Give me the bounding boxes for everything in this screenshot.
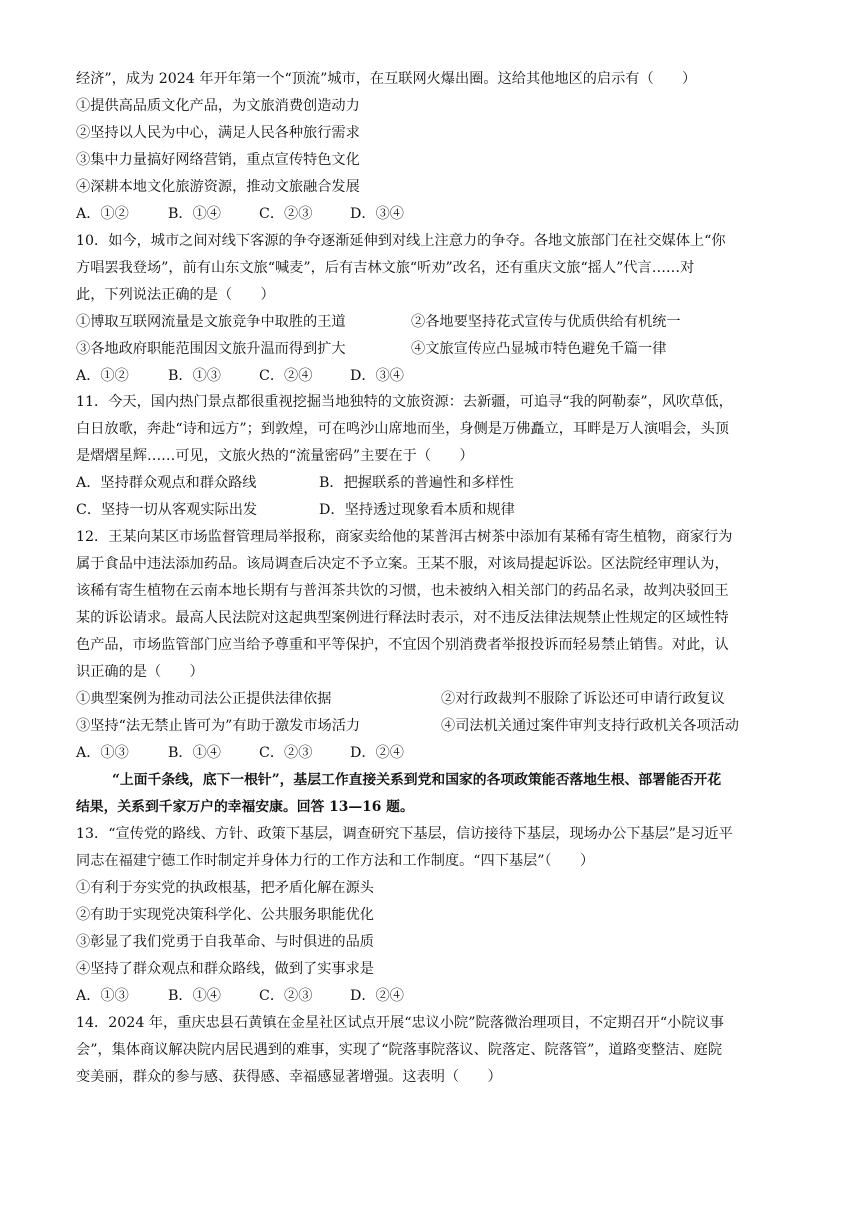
q13-statement-2: ②有助于实现党决策科学化、公共服务职能优化 bbox=[76, 907, 374, 923]
q11-option-c[interactable]: C．坚持一切从客观实际出发 bbox=[76, 502, 258, 518]
q10-statement-4: ④文旅宣传应凸显城市特色避免千篇一律 bbox=[411, 341, 667, 357]
q11-stem: 是熠熠星辉……可见，文旅火热的“流量密码”主要在于（ ） bbox=[76, 448, 474, 464]
q13-stem: 13．“宣传党的路线、方针、政策下基层，调查研究下基层，信访接待下基层，现场办公下基层”是习近平 bbox=[76, 826, 733, 842]
q12-statement-1: ①典型案例为推动司法公正提供法律依据 bbox=[76, 691, 332, 707]
material-intro: 结果，关系到千家万户的幸福安康。回答 13—16 题。 bbox=[76, 799, 414, 815]
q12-answer-d[interactable]: D．②④ bbox=[350, 745, 404, 761]
q10-answer-d[interactable]: D．③④ bbox=[350, 368, 404, 384]
q12-answer-a[interactable]: A．①③ bbox=[76, 745, 129, 761]
q11-option-d[interactable]: D．坚持透过现象看本质和规律 bbox=[319, 502, 515, 518]
q13-answer-c[interactable]: C．②③ bbox=[259, 988, 313, 1004]
q10-statement-2: ②各地要坚持花式宣传与优质供给有机统一 bbox=[411, 314, 681, 330]
material-intro: “上面千条线，底下一根针”，基层工作直接关系到党和国家的各项政策能否落地生根、部署能否开花 bbox=[112, 772, 722, 788]
q13-statement-1: ①有利于夯实党的执政根基，把矛盾化解在源头 bbox=[76, 880, 374, 896]
q10-stem: 方唱罢我登场”，前有山东文旅“喊麦”，后有吉林文旅“听劝”改名，还有重庆文旅“摇人”代言……对 bbox=[76, 260, 695, 276]
q10-stem: 此，下列说法正确的是（ ） bbox=[76, 287, 275, 303]
q12-statement-3: ③坚持“法无禁止皆可为”有助于激发市场活力 bbox=[76, 718, 361, 734]
q12-statement-4: ④司法机关通过案件审判支持行政机关各项活动 bbox=[441, 718, 739, 734]
q13-statement-3: ③彰显了我们党勇于自我革命、与时俱进的品质 bbox=[76, 934, 374, 950]
q13-answer-d[interactable]: D．②④ bbox=[350, 988, 404, 1004]
q11-stem: 11．今天，国内热门景点都很重视挖掘当地独特的文旅资源：去新疆，可追寻“我的阿勒泰”，风吹草低， bbox=[76, 394, 733, 410]
q12-answer-b[interactable]: B．①④ bbox=[168, 745, 221, 761]
q12-stem: 识正确的是（ ） bbox=[76, 664, 204, 680]
q12-stem: 色产品，市场监管部门应当给予尊重和平等保护，不宜因个别消费者举报投诉而轻易禁止销售。对此，认 bbox=[76, 637, 729, 653]
q12-stem: 某的诉讼请求。最高人民法院对这起典型案例进行释法时表示，对不违反法律法规禁止性规定的区域性特 bbox=[76, 610, 729, 626]
q12-stem: 12．王某向某区市场监督管理局举报称，商家卖给他的某普洱古树茶中添加有某稀有寄生植物，商家行为 bbox=[76, 529, 733, 545]
q9-statement-3: ③集中力量搞好网络营销，重点宣传特色文化 bbox=[76, 152, 360, 168]
q12-stem: 属于食品中违法添加药品。该局调查后决定不予立案。王某不服，对该局提起诉讼。区法院经审理认为， bbox=[76, 556, 729, 572]
q12-statement-2: ②对行政裁判不服除了诉讼还可申请行政复议 bbox=[441, 691, 725, 707]
q9-answer-c[interactable]: C．②③ bbox=[259, 206, 313, 222]
q12-answer-c[interactable]: C．②③ bbox=[259, 745, 313, 761]
q11-option-a[interactable]: A．坚持群众观点和群众路线 bbox=[76, 475, 257, 491]
q13-statement-4: ④坚持了群众观点和群众路线，做到了实事求是 bbox=[76, 961, 374, 977]
q9-statement-2: ②坚持以人民为中心，满足人民各种旅行需求 bbox=[76, 125, 360, 141]
q10-stem: 10．如今，城市之间对线下客源的争夺逐渐延伸到对线上注意力的争夺。各地文旅部门在社交媒体上“你 bbox=[76, 233, 726, 249]
q11-stem: 白日放歌，奔赴“诗和远方”；到敦煌，可在鸣沙山席地而坐，身侧是万佛矗立，耳畔是万人演唱会，头顶 bbox=[76, 421, 729, 437]
q11-option-b[interactable]: B．把握联系的普遍性和多样性 bbox=[319, 475, 514, 491]
q9-answer-a[interactable]: A．①② bbox=[76, 206, 129, 222]
q9-statement-1: ①提供高品质文化产品，为文旅消费创造动力 bbox=[76, 98, 360, 114]
q12-stem: 该稀有寄生植物在云南本地长期有与普洱茶共饮的习惯，也未被纳入相关部门的药品名录，故判决驳回王 bbox=[76, 583, 729, 599]
q10-statement-3: ③各地政府职能范围因文旅升温而得到扩大 bbox=[76, 341, 346, 357]
q13-answer-b[interactable]: B．①④ bbox=[168, 988, 221, 1004]
q10-answer-b[interactable]: B．①③ bbox=[168, 368, 221, 384]
q10-answer-a[interactable]: A．①② bbox=[76, 368, 129, 384]
q10-statement-1: ①博取互联网流量是文旅竞争中取胜的王道 bbox=[76, 314, 346, 330]
q10-answer-c[interactable]: C．②④ bbox=[259, 368, 313, 384]
q13-stem: 同志在福建宁德工作时制定并身体力行的工作方法和工作制度。“四下基层”（ ） bbox=[76, 853, 595, 869]
q9-stem-end: 经济”，成为 2024 年开年第一个“顶流”城市，在互联网火爆出圈。这给其他地区的启示有（ ） bbox=[76, 71, 697, 87]
q13-answer-a[interactable]: A．①③ bbox=[76, 988, 129, 1004]
q9-answer-d[interactable]: D．③④ bbox=[350, 206, 404, 222]
q14-stem: 14．2024 年，重庆忠县石黄镇在金星社区试点开展“忠议小院”院落微治理项目，不定期召开“小院议事 bbox=[76, 1015, 724, 1031]
q14-stem: 变美丽，群众的参与感、获得感、幸福感显著增强。这表明（ ） bbox=[76, 1069, 502, 1085]
q14-stem: 会”，集体商议解决院内居民遇到的难事，实现了“院落事院落议、院落定、院落管”，道路变整洁、庭院 bbox=[76, 1042, 723, 1058]
q9-answer-b[interactable]: B．①④ bbox=[168, 206, 221, 222]
q9-statement-4: ④深耕本地文化旅游资源，推动文旅融合发展 bbox=[76, 179, 360, 195]
